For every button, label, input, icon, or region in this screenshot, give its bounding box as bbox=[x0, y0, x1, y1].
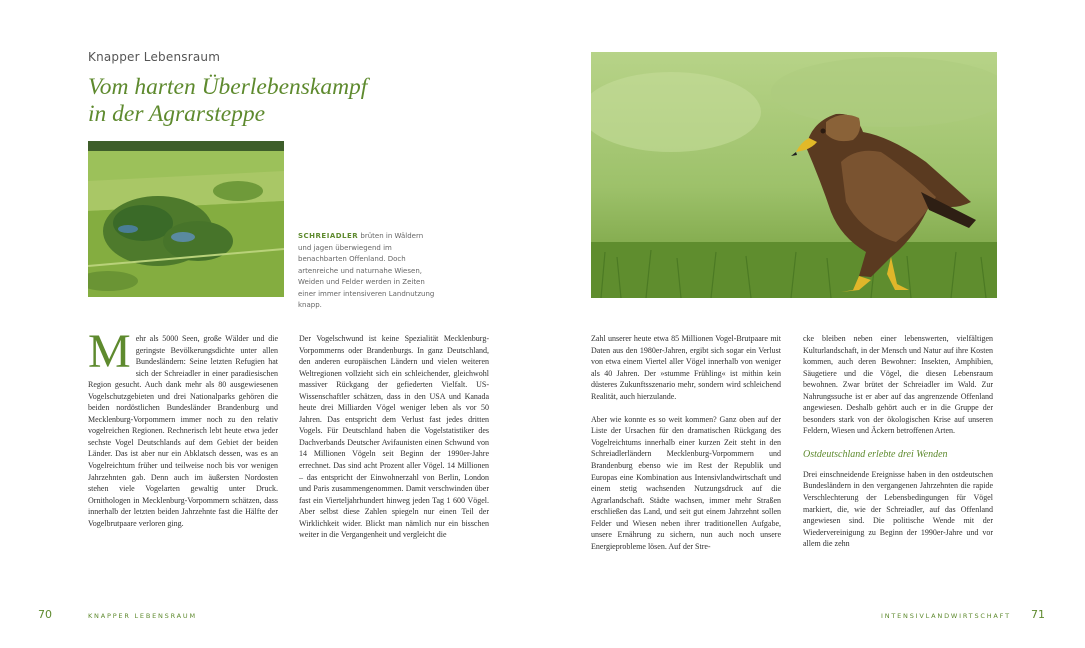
drop-cap: M bbox=[88, 325, 131, 378]
page-number: 70 bbox=[38, 608, 52, 621]
running-footer: KNAPPER LEBENSRAUM bbox=[88, 612, 197, 620]
caption-text: brüten in Wäldern und jagen überwiegend im benachbarten Offenland. Doch artenreiche und naturnahe Wiesen, Weiden und Felder werden in Zeiten einer immer intensiveren Landnutzung knapp. bbox=[298, 232, 435, 309]
section-subheading: Ostdeutschland erlebte drei Wenden bbox=[803, 448, 948, 460]
paragraph: Zahl unserer heute etwa 85 Millionen Vogel-Brutpaare mit Daten aus den 1980er-Jahren, ergibt sich sogar ein Verlust von etwa einem Viertel aller Vögel innerhalb von weniger als 40 Jahren. Der »stumme Frühling« ist mithin kein düsteres Zukunftsszenario mehr, sondern wird schleichend Realität, auch hierzulande. bbox=[591, 334, 781, 401]
headline-line-1: Vom harten Überlebenskampf bbox=[88, 74, 368, 100]
headline-line-2: in der Agrarsteppe bbox=[88, 101, 266, 127]
text-column-3 bbox=[591, 333, 781, 552]
text-column-1 bbox=[88, 325, 278, 529]
paragraph: Aber wie konnte es so weit kommen? Ganz oben auf der Liste der Ursachen für den dramatischen Rückgang des Vogelreichtums innerhalb einer kurzen Zeit steht in den Schreiadlerländern Mecklenburg-Vorpommern und Brandenburg ebenso wie im Rest der Republik und Europas eine Kombination aus Intensivlandwirtschaft und einem stetig wachsenden Nutzungsdruck auf die Agrarlandschaft. Städte wachsen, immer mehr Straßen erschließen das Land, und seit gut einem Jahrzehnt sollen Felder und Wiesen neben ihrer traditionellen Aufgabe, unsere Ernährung zu sichern, nun auch noch unsere Energieprobleme lösen. Auf der Stre- bbox=[591, 414, 781, 551]
right-page bbox=[543, 0, 1085, 648]
paragraph: cke bleiben neben einer lebenswerten, vielfältigen Kulturlandschaft, in der Mensch und Natur auf ihre Kosten kommen, auch deren Bewohner: Insekten, Amphibien, Säugetiere und die Vögel, die diesen Lebensraum bewohnen. Zwar brütet der Schreiadler im Wald. Zur Nahrungssuche ist er aber auf das angrenzende Offenland angewiesen. Deshalb gehört auch er in die Gruppe der besonders stark von der ökologischen Krise auf unseren Feldern, Wiesen und Äckern betroffenen Arten. bbox=[803, 334, 993, 436]
aerial-landscape-image bbox=[88, 141, 284, 297]
paragraph-text: ehr als 5000 Seen, große Wälder und die geringste Bevölkerungsdichte unter allen Bundesländern: Seine letzten Refugien hat sich der Schreiadler in einer paradiesischen Region gesucht. Auch dank mehr als 80 ausgewiesenen Vogelschutzgebieten und drei Nationalparks gehören die beiden nordöstlichen Bundesländer Brandenburg und Mecklenburg-Vorpommern immer noch zu den relativ vogelreichen Regionen. Rechnerisch lebt heute etwa jeder sechste Vogel Deutschlands auf dem Gebiet der beiden Länder. Das ist aber nur ein Abklatsch dessen, was es an Vogelreichtum früher und teilweise noch bis vor wenigen Jahrzehnten gab. Denn auch im äußersten Nordosten stehen viele Vogelarten gewaltig unter Druck. Ornithologen in Mecklenburg-Vorpommern schätzen, dass innerhalb der letzten beiden Jahrzehnte fast die Hälfte der Vogelbrutpaare verloren ging. bbox=[88, 334, 278, 528]
caption-lead: SCHREIADLER bbox=[298, 232, 359, 240]
photo-caption bbox=[298, 231, 438, 312]
aerial-landscape-photo bbox=[88, 141, 284, 297]
page-headline bbox=[88, 74, 508, 128]
lesser-spotted-eagle-image bbox=[591, 52, 997, 298]
left-page bbox=[0, 0, 542, 648]
running-footer: INTENSIVLANDWIRTSCHAFT bbox=[881, 612, 1011, 620]
text-column-2 bbox=[299, 333, 489, 541]
paragraph: Der Vogelschwund ist keine Spezialität Mecklenburg-Vorpommerns oder Brandenburgs. In ganz Deutschland, den anderen europäischen Ländern und vielen weiteren Weltregionen vollzieht sich ein schleichender, gleichwohl massiver Rückgang der gefiederten Vielfalt. US-Wissenschaftler schätzen, dass in den USA und Kanada heute drei Milliarden Vögel weniger leben als vor 50 Jahren. Das entspricht dem Verlust fast jedes dritten Vogels. Für Deutschland haben die Vogelstatistiker des Dachverbands Deutscher Avifaunisten einen Schwund von 14 Millionen Vögeln seit Beginn der 1990er-Jahre errechnet. Das sind acht Prozent aller Vögel. 14 Millionen – das entspricht der Einwohnerzahl von Berlin, London und Paris zusammengenommen. Damit verschwinden über fast ein Vierteljahrhundert hinweg jeden Tag 1 600 Vögel. Aber selbst diese Zahlen spiegeln nur einen Teil der Wirklichkeit wider. Blickt man nämlich nur ein bisschen weiter in die Vergangenheit und vergleicht die bbox=[299, 334, 489, 540]
paragraph bbox=[88, 325, 278, 529]
paragraph: Drei einschneidende Ereignisse haben in den ostdeutschen Bundesländern in den vergangenen Jahrzehnten die rapide Verschlechterung der Lebensbedingungen für Vögel markiert, die, wie der Schreiadler, auf das Offenland angewiesen sind. Die politische Wende mit der Wiedervereinigung zu Beginn der 1990er-Jahre und vor allem die zehn bbox=[803, 469, 993, 549]
page-number: 71 bbox=[1031, 608, 1045, 621]
text-column-4 bbox=[803, 333, 993, 550]
eagle-photo bbox=[591, 52, 997, 298]
section-kicker: Knapper Lebensraum bbox=[88, 50, 221, 64]
